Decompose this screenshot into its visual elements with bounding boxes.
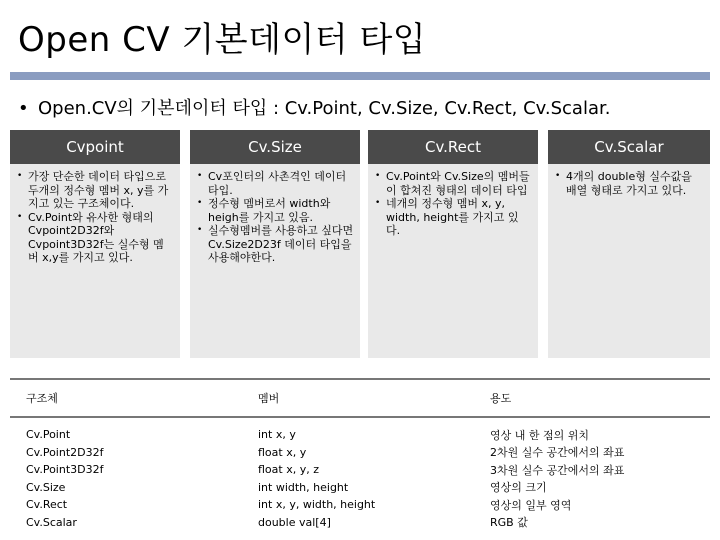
table-row (10, 461, 710, 479)
cell-usage: 영상의 일부 영역 (490, 498, 572, 512)
cell-member: double val[4] (258, 515, 331, 529)
card-item: • Cv포인터의 사촌격인 데이터 타입. (206, 170, 354, 197)
card-body-cvrect (368, 164, 538, 358)
cell-usage: 3차원 실수 공간에서의 좌표 (490, 463, 625, 477)
intro-bullet-text: Open.CV의 기본데이터 타입 : Cv.Point, Cv.Size, Cv.Rect, Cv.Scalar. (38, 98, 611, 119)
cell-usage: RGB 값 (490, 516, 528, 530)
cell-member: int x, y, width, height (258, 498, 376, 512)
card-header-cvscalar: Cv.Scalar (548, 130, 710, 164)
card-cvrect (368, 130, 538, 358)
card-item: • 실수형멤버를 사용하고 싶다면 Cv.Size2D23f 데이터 타입을 사용해야한다. (206, 224, 354, 265)
title-underline-bar (10, 72, 710, 80)
column-header-member: 멤버 (242, 379, 474, 417)
card-item: • 네개의 정수형 멤버 x, y, width, height를 가지고 있다. (384, 197, 532, 238)
table-row (10, 417, 710, 444)
card-item: • 4개의 double형 실수값을 배열 형태로 가지고 있다. (564, 170, 704, 197)
cell-member: int x, y (258, 428, 296, 442)
card-body-cvscalar (548, 164, 710, 358)
cell-struct: Cv.Point3D32f (26, 463, 104, 477)
card-body-cvpoint (10, 164, 180, 358)
card-header-cvrect: Cv.Rect (368, 130, 538, 164)
bullet-dot-icon: • (18, 98, 29, 119)
table-row (10, 479, 710, 497)
card-item: • 가장 단순한 데이터 타입으로 두개의 정수형 멤버 x, y를 가지고 있는 구조체이다. (26, 170, 174, 211)
table-row (10, 496, 710, 514)
card-cvsize (190, 130, 360, 358)
table-row (10, 514, 710, 532)
card-body-cvsize (190, 164, 360, 358)
cell-member: int width, height (258, 480, 349, 494)
datatype-table (10, 378, 710, 531)
card-item: • 정수형 멤버로서 width와 heigh를 가지고 있음. (206, 197, 354, 224)
cell-struct: Cv.Size (26, 480, 66, 494)
cell-struct: Cv.Point2D32f (26, 445, 104, 459)
cell-usage: 2차원 실수 공간에서의 좌표 (490, 446, 625, 460)
column-header-usage: 용도 (474, 379, 710, 417)
cell-struct: Cv.Rect (26, 498, 68, 512)
cell-usage: 영상 내 한 점의 위치 (490, 428, 589, 442)
card-header-cvpoint: Cvpoint (10, 130, 180, 164)
intro-bullet (18, 94, 610, 120)
table-header-row (10, 379, 710, 417)
cell-member: float x, y, z (258, 463, 319, 477)
card-cvscalar (548, 130, 710, 358)
cell-struct: Cv.Scalar (26, 515, 77, 529)
column-header-struct: 구조체 (10, 379, 242, 417)
slide-title: Open CV 기본데이터 타입 (18, 20, 427, 60)
card-header-cvsize: Cv.Size (190, 130, 360, 164)
cell-usage: 영상의 크기 (490, 481, 547, 495)
card-item: • Cv.Point와 Cv.Size의 멤버들이 합쳐진 형태의 데이터 타입 (384, 170, 532, 197)
card-cvpoint (10, 130, 180, 358)
cell-struct: Cv.Point (26, 428, 71, 442)
card-item: • Cv.Point와 유사한 형태의 Cvpoint2D32f와 Cvpoint3D32f는 실수형 멤버 x,y를 가지고 있다. (26, 211, 174, 265)
cell-member: float x, y (258, 445, 307, 459)
table-row (10, 444, 710, 462)
